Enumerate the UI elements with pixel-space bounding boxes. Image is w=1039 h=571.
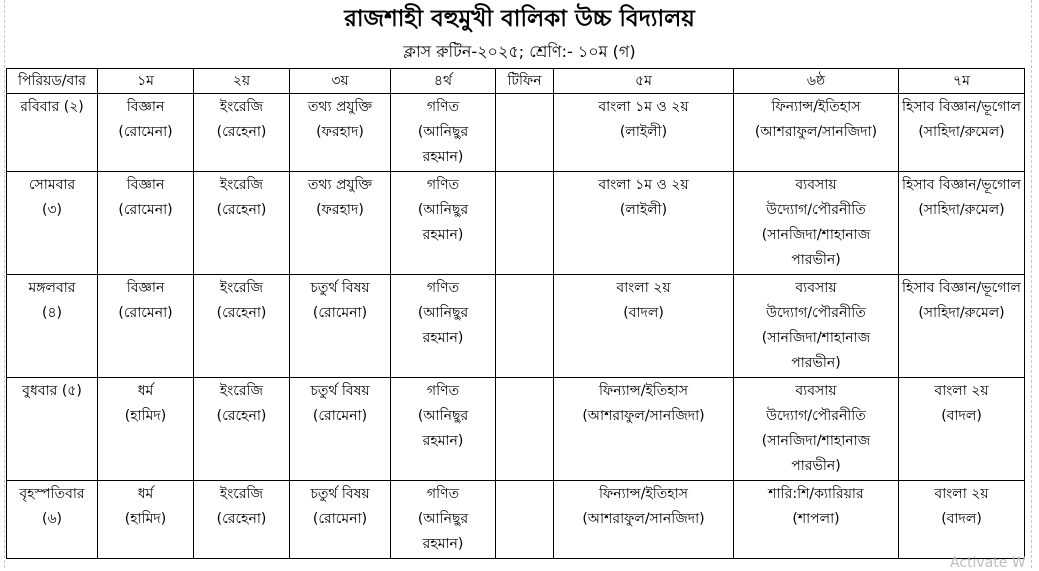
cell-line: (সাহিদা/রুমেল): [918, 124, 1005, 140]
cell-line: ফিন্যান্স/ইতিহাস: [771, 99, 861, 115]
cell-line: রহমান): [422, 149, 464, 165]
cell-line: বাংলা ২য়: [934, 486, 989, 502]
period-cell: [391, 94, 496, 172]
period-cell: [290, 275, 391, 378]
cell-line: ফিন্যান্স/ইতিহাস: [599, 486, 688, 502]
header-cell: ৩য়: [290, 69, 391, 94]
cell-line: বিজ্ঞান: [126, 280, 165, 296]
cell-line: ধর্ম: [137, 486, 154, 502]
cell-line: ইংরেজি: [219, 280, 264, 296]
cell-line: (ফরহাদ): [316, 202, 364, 218]
period-cell: [391, 172, 496, 275]
tiffin-cell: [496, 481, 554, 559]
period-cell: [194, 378, 290, 481]
cell-line: (৪): [41, 305, 62, 321]
cell-line: (লাইলী): [619, 124, 668, 140]
table-row: [7, 378, 1025, 481]
header-cell: পিরিয়ড/বার: [7, 69, 98, 94]
cell-line: (আনিছুর: [417, 408, 469, 424]
activation-watermark: Activate W: [950, 555, 1026, 571]
header-cell: ১ম: [98, 69, 194, 94]
cell-line: (আনিছুর: [417, 511, 469, 527]
day-cell: [7, 481, 98, 559]
table-row: [7, 481, 1025, 559]
day-cell: [7, 378, 98, 481]
cell-line: (রেহেনা): [216, 511, 267, 527]
cell-line: ধর্ম: [137, 383, 154, 399]
period-cell: [734, 481, 899, 559]
cell-line: তথ্য প্রযুক্তি: [307, 177, 373, 193]
cell-line: (রেহেনা): [216, 305, 267, 321]
period-cell: [734, 378, 899, 481]
cell-line: (হামিদ): [124, 511, 167, 527]
cell-line: গণিত: [426, 383, 460, 399]
cell-line: (বাদল): [941, 408, 982, 424]
cell-line: (৬): [41, 511, 63, 527]
page-title: রাজশাহী বহুমুখী বালিকা উচ্চ বিদ্যালয়: [344, 6, 695, 32]
period-cell: [290, 481, 391, 559]
header-cell: ২য়: [194, 69, 290, 94]
cell-line: সোমবার: [28, 177, 76, 193]
cell-line: বাংলা ১ম ও ২য়: [598, 99, 689, 115]
period-cell: [391, 378, 496, 481]
cell-line: (আশরাফুল/সানজিদা): [754, 124, 878, 140]
cell-line: (সাহিদা/রুমেল): [918, 305, 1005, 321]
cell-line: (রোমেনা): [118, 305, 173, 321]
period-cell: [194, 94, 290, 172]
cell-line: (রেহেনা): [216, 202, 267, 218]
cell-line: রহমান): [422, 433, 464, 449]
cell-line: পারভীন): [791, 458, 841, 474]
period-cell: [554, 94, 734, 172]
cell-line: তথ্য প্রযুক্তি: [307, 99, 373, 115]
cell-line: পারভীন): [791, 252, 841, 268]
cell-line: ইংরেজি: [219, 177, 264, 193]
table-row: [7, 172, 1025, 275]
period-cell: [554, 172, 734, 275]
cell-line: পারভীন): [791, 355, 841, 371]
cell-line: শারি:শি/ক্যারিয়ার: [768, 486, 864, 502]
period-cell: [391, 275, 496, 378]
cell-line: ফিন্যান্স/ইতিহাস: [599, 383, 688, 399]
cell-line: (আশরাফুল/সানজিদা): [582, 511, 705, 527]
period-cell: [194, 172, 290, 275]
page-edge-left: [4, 0, 5, 568]
cell-line: উদ্যোগ/পৌরনীতি: [766, 202, 866, 218]
tiffin-cell: [496, 275, 554, 378]
cell-line: (আনিছুর: [417, 124, 469, 140]
cell-line: (রোমেনা): [312, 511, 368, 527]
cell-line: গণিত: [426, 177, 460, 193]
header-row: [7, 69, 1025, 94]
header-cell: ৪র্থ: [391, 69, 496, 94]
cell-line: বুধবার (৫): [22, 383, 82, 399]
cell-line: মঙ্গলবার: [28, 280, 76, 296]
cell-line: (ফরহাদ): [316, 124, 364, 140]
cell-line: (রোমেনা): [312, 305, 368, 321]
period-cell: [899, 378, 1025, 481]
cell-line: (সানজিদা/শাহানাজ: [761, 433, 871, 449]
page-subtitle: ক্লাস রুটিন-২০২৫; শ্রেণি:- ১০ম (গ): [403, 42, 636, 61]
period-cell: [98, 275, 194, 378]
cell-line: হিসাব বিজ্ঞান/ভূগোল: [902, 280, 1021, 296]
period-cell: [98, 481, 194, 559]
cell-line: (বাদল): [623, 305, 664, 321]
cell-line: (হামিদ): [124, 408, 167, 424]
day-cell: [7, 172, 98, 275]
period-cell: [899, 481, 1025, 559]
day-cell: [7, 275, 98, 378]
period-cell: [899, 172, 1025, 275]
header-cell: টিফিন: [496, 69, 554, 94]
cell-line: (আনিছুর: [417, 305, 469, 321]
header-cell: ৫ম: [554, 69, 734, 94]
cell-line: ব্যবসায়: [795, 280, 837, 296]
period-cell: [899, 94, 1025, 172]
day-cell: [7, 94, 98, 172]
tiffin-cell: [496, 172, 554, 275]
cell-line: রহমান): [422, 536, 464, 552]
period-cell: [194, 275, 290, 378]
period-cell: [290, 94, 391, 172]
class-routine-table: [6, 68, 1025, 559]
cell-line: বাংলা ২য়: [616, 280, 671, 296]
period-cell: [98, 172, 194, 275]
cell-line: ইংরেজি: [219, 99, 264, 115]
cell-line: ইংরেজি: [219, 383, 264, 399]
cell-line: (বাদল): [941, 511, 982, 527]
cell-line: বিজ্ঞান: [126, 99, 165, 115]
period-cell: [554, 378, 734, 481]
cell-line: (আনিছুর: [417, 202, 469, 218]
period-cell: [734, 275, 899, 378]
cell-line: ব্যবসায়: [795, 177, 837, 193]
cell-line: (শাপলা): [792, 511, 840, 527]
cell-line: (রোমেনা): [118, 124, 173, 140]
cell-line: গণিত: [426, 280, 460, 296]
cell-line: (রোমেনা): [118, 202, 173, 218]
cell-line: উদ্যোগ/পৌরনীতি: [766, 408, 866, 424]
cell-line: রহমান): [422, 330, 464, 346]
cell-line: হিসাব বিজ্ঞান/ভূগোল: [902, 99, 1021, 115]
cell-line: (সানজিদা/শাহানাজ: [761, 227, 871, 243]
period-cell: [899, 275, 1025, 378]
cell-line: হিসাব বিজ্ঞান/ভূগোল: [902, 177, 1021, 193]
period-cell: [290, 172, 391, 275]
cell-line: (৩): [41, 202, 63, 218]
cell-line: চতুর্থ বিষয়: [310, 486, 370, 502]
table-row: [7, 275, 1025, 378]
table-row: [7, 94, 1025, 172]
period-cell: [194, 481, 290, 559]
cell-line: চতুর্থ বিষয়: [310, 280, 370, 296]
cell-line: (রেহেনা): [216, 408, 267, 424]
cell-line: গণিত: [426, 486, 460, 502]
cell-line: উদ্যোগ/পৌরনীতি: [766, 305, 866, 321]
cell-line: বৃহস্পতিবার: [19, 486, 85, 502]
period-cell: [98, 94, 194, 172]
cell-line: বাংলা ২য়: [934, 383, 989, 399]
cell-line: গণিত: [426, 99, 460, 115]
period-cell: [98, 378, 194, 481]
header-cell: ৬ষ্ঠ: [734, 69, 899, 94]
cell-line: বিজ্ঞান: [126, 177, 165, 193]
period-cell: [391, 481, 496, 559]
cell-line: ইংরেজি: [219, 486, 264, 502]
cell-line: বাংলা ১ম ও ২য়: [598, 177, 689, 193]
period-cell: [734, 94, 899, 172]
period-cell: [554, 275, 734, 378]
cell-line: রবিবার (২): [20, 99, 84, 115]
header-cell: ৭ম: [899, 69, 1025, 94]
cell-line: (রোমেনা): [312, 408, 368, 424]
period-cell: [554, 481, 734, 559]
cell-line: (রেহেনা): [216, 124, 267, 140]
cell-line: (আশরাফুল/সানজিদা): [582, 408, 705, 424]
cell-line: রহমান): [422, 227, 464, 243]
cell-line: (লাইলী): [619, 202, 668, 218]
tiffin-cell: [496, 378, 554, 481]
cell-line: চতুর্থ বিষয়: [310, 383, 370, 399]
cell-line: (সাহিদা/রুমেল): [918, 202, 1005, 218]
page-edge-right: [1031, 0, 1032, 568]
cell-line: ব্যবসায়: [795, 383, 837, 399]
cell-line: (সানজিদা/শাহানাজ: [761, 330, 871, 346]
period-cell: [734, 172, 899, 275]
period-cell: [290, 378, 391, 481]
tiffin-cell: [496, 94, 554, 172]
